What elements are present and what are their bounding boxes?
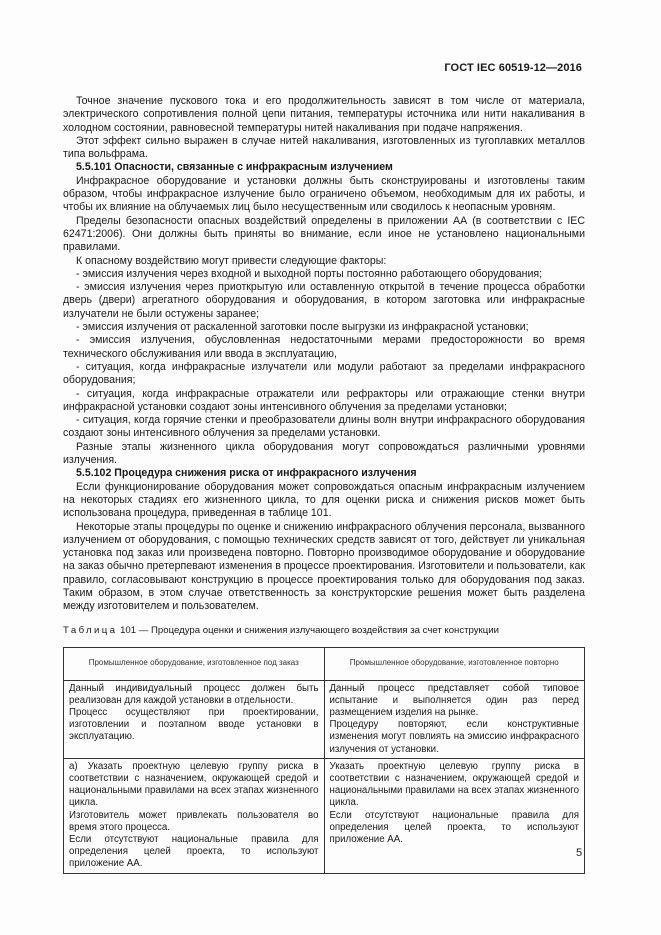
paragraph: Некоторые этапы процедуры по оценке и снижению инфракрасного облучения персонала, вызванного излучением от оборудования, с помощью технических средств зависят от того, действует ли уникальная установка под заказ или произведена повторно. Повторно производимое оборудование и оборудование на заказ обычно претерпевают изменения в процессе проектирования. Изготовители и пользователи, как правило, согласовывают конструкцию в процессе проектирования только для оборудования под заказ. Таким образом, в этом случае ответственность за конструкторские решения может быть разделена между изготовителем и пользователем. — [63, 520, 585, 613]
paragraph: Если функционирование оборудования может сопровождаться опасным инфракрасным излучением на некоторых стадиях его жизненного цикла, то для оценки риска и снижения рисков может быть использована процедура, приведенная в таблице 101. — [63, 480, 585, 520]
paragraph: Инфракрасное оборудование и установки должны быть сконструированы и изготовлены таким образом, чтобы инфракрасное излучение было ограничено объемом, необходимым для их работы, и чтобы их влияние на облучаемых лиц было несущественным или сводилось к неопасным уровням. — [63, 174, 585, 214]
table-caption — [63, 625, 585, 637]
paragraph: К опасному воздействию могут привести следующие факторы: — [76, 254, 387, 267]
table-caption-text: 101 — Процедура оценки и снижения излучающего воздействия за счет конструкции — [120, 624, 499, 636]
cell-text: Данный процесс представляет собой типовое испытание и выполняется один раз перед размещением изделия на рынке. — [329, 682, 579, 718]
section-heading-5-5-102: 5.5.102 Процедура снижения риска от инфракрасного излучения — [76, 467, 417, 480]
cell-text: а) Указать проектную целевую группу риска в соответствии с назначением, окружающей средой и национальными правилами на всех этапах жизненного цикла. — [69, 760, 319, 809]
list-item: - ситуация, когда инфракрасные отражатели или рефракторы или отражающие стенки внутри инфракрасной установки создают зоны интенсивного облучения за пределами установки; — [63, 387, 585, 413]
table-cell — [64, 680, 325, 758]
table-header-serial: Промышленное оборудование, изготовленное повторно — [324, 647, 585, 680]
cell-text: Если отсутствуют национальные правила для определения целей проекта, то используют приложение АА. — [329, 809, 579, 846]
list-item: - ситуация, когда инфракрасные излучатели или модули работают за пределами инфракрасного оборудования; — [63, 360, 585, 387]
cell-text: Если отсутствуют национальные правила для определения целей проекта, то используют приложение АА. — [69, 834, 319, 870]
paragraph: Этот эффект сильно выражен в случае нитей накаливания, изготовленных из тугоплавких металлов типа вольфрама. — [63, 134, 585, 161]
list-item: - эмиссия излучения, обусловленная недостаточными мерами предосторожности во время технического обслуживания или ввода в эксплуатацию, — [63, 334, 585, 360]
table-row — [64, 680, 585, 758]
table-cell — [324, 680, 585, 758]
document-header: ГОСТ IEC 60519-12—2016 — [444, 62, 582, 74]
list-item: - эмиссия излучения через входной и выходной порты постоянно работающего оборудования; — [76, 267, 543, 280]
paragraph: Пределы безопасности опасных воздействий определены в приложении АА (в соответствии с IEC 62471:2006). Они должны быть приняты во внимание, если иное не установлено национальными правилами. — [63, 214, 585, 254]
cell-text: Процесс осуществляют при проектировании, изготовлении и поэтапном вводе установки в эксплуатацию. — [69, 706, 319, 743]
page-content — [63, 95, 585, 874]
cell-text: Данный индивидуальный процесс должен быть реализован для каждой установки в отдельности. — [69, 682, 319, 706]
cell-text: Изготовитель может привлекать пользователя во время этого процесса. — [69, 809, 319, 833]
page-number: 5 — [576, 847, 583, 859]
table-cell — [64, 758, 325, 873]
table-caption-word: Таблица — [63, 624, 118, 636]
table-cell — [324, 758, 585, 873]
list-item: - ситуация, когда горячие стенки и преобразователи длины волн внутри инфракрасного оборудования создают зоны интенсивного облучения за пределами установки. — [63, 414, 585, 440]
list-item: - эмиссия излучения через приоткрытую или оставленную открытой в течение процесса обработки дверь (двери) агрегатного оборудования и оборудования, в котором заготовка или инфракрасные излучатели не были остужены заранее; — [63, 281, 585, 320]
procedure-table — [63, 647, 585, 874]
cell-text: Указать проектную целевую группу риска в соответствии с назначением, окружающей средой и национальными правилами на всех этапах жизненного цикла. — [329, 760, 579, 809]
cell-text: Процедуру повторяют, если конструктивные изменения могут повлиять на эмиссию инфракрасного излучения от установки. — [329, 719, 579, 755]
list-item: - эмиссия излучения от раскаленной заготовки после выгрузки из инфракрасной установки; — [76, 321, 529, 334]
paragraph: Разные этапы жизненного цикла оборудования могут сопровождаться различными уровнями излучения. — [63, 440, 585, 467]
paragraph: Точное значение пускового тока и его продолжительность зависят в том числе от материала, электрического сопротивления полной цепи питания, температуры источника или нити накаливания в холодном состоянии, равновесной температуры нитей накаливания при подаче напряжения. — [63, 95, 585, 134]
section-heading-5-5-101: 5.5.101 Опасности, связанные с инфракрасным излучением — [76, 161, 393, 174]
table-header-custom: Промышленное оборудование, изготовленное под заказ — [64, 647, 325, 680]
table-header-row — [64, 647, 585, 680]
table-row — [64, 758, 585, 873]
